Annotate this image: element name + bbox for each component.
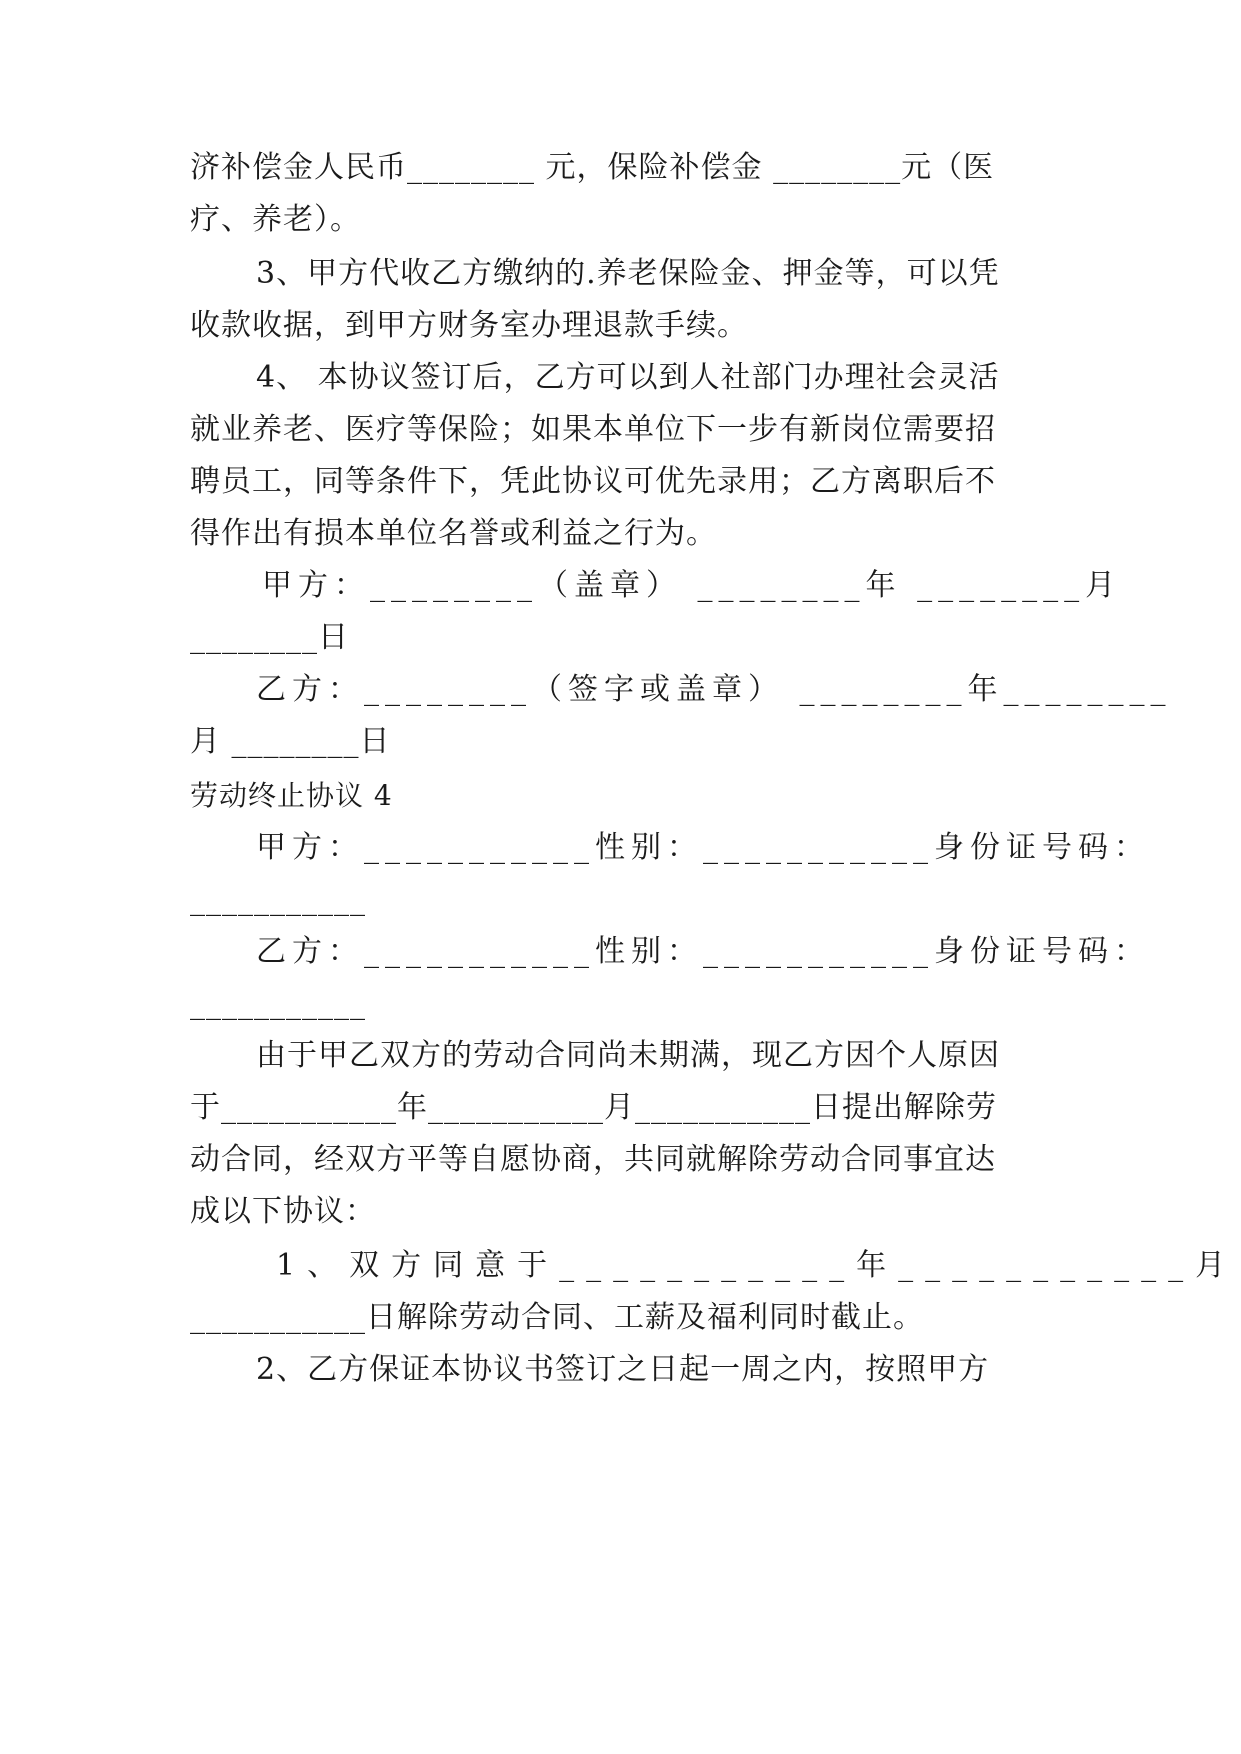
text-line: 2、乙方保证本协议书签订之日起一周之内，按照甲方 [256, 1352, 990, 1387]
text-line: 疗、养老）。 [190, 202, 361, 237]
text-line: 济补偿金人民币________ 元，保险补偿金 ________元（医 [190, 150, 995, 185]
party-b-info-line: 乙方：___________性别：___________身份证号码： [256, 934, 1150, 969]
text-line: 成以下协议： [190, 1194, 376, 1229]
text-line: 聘员工，同等条件下，凭此协议可优先录用；乙方离职后不 [190, 464, 996, 499]
party-b-signature-line: 乙方：________（签字或盖章） ________年________ [256, 672, 1172, 707]
text-line: 得作出有损本单位名誉或利益之行为。 [190, 516, 717, 551]
text-line: 动合同，经双方平等自愿协商，共同就解除劳动合同事宜达 [190, 1142, 996, 1177]
section-title: 劳动终止协议 4 [190, 779, 393, 812]
text-line: 收款收据，到甲方财务室办理退款手续。 [190, 308, 748, 343]
party-a-info-line: 甲方：___________性别：___________身份证号码： [256, 830, 1150, 865]
text-line: ___________ [190, 882, 366, 917]
text-line: 就业养老、医疗等保险；如果本单位下一步有新岗位需要招 [190, 412, 996, 447]
text-line: ___________ [190, 986, 366, 1021]
text-line: 3、甲方代收乙方缴纳的.养老保险金、押金等，可以凭 [256, 256, 1000, 291]
party-a-signature-line: 甲方：________（盖章） ________年 ________月 [262, 568, 1122, 603]
text-line: 于___________年___________月___________日提出解除劳 [190, 1090, 997, 1125]
text-line: 1、双方同意于___________年___________月 [276, 1248, 1238, 1283]
text-line: 月 ________日 [190, 724, 391, 759]
text-line: ________日 [190, 620, 349, 655]
text-line: 4、 本协议签订后，乙方可以到人社部门办理社会灵活 [256, 360, 1000, 395]
text-line: ___________日解除劳动合同、工薪及福利同时截止。 [190, 1300, 924, 1335]
text-line: 由于甲乙双方的劳动合同尚未期满，现乙方因个人原因 [256, 1038, 1000, 1073]
